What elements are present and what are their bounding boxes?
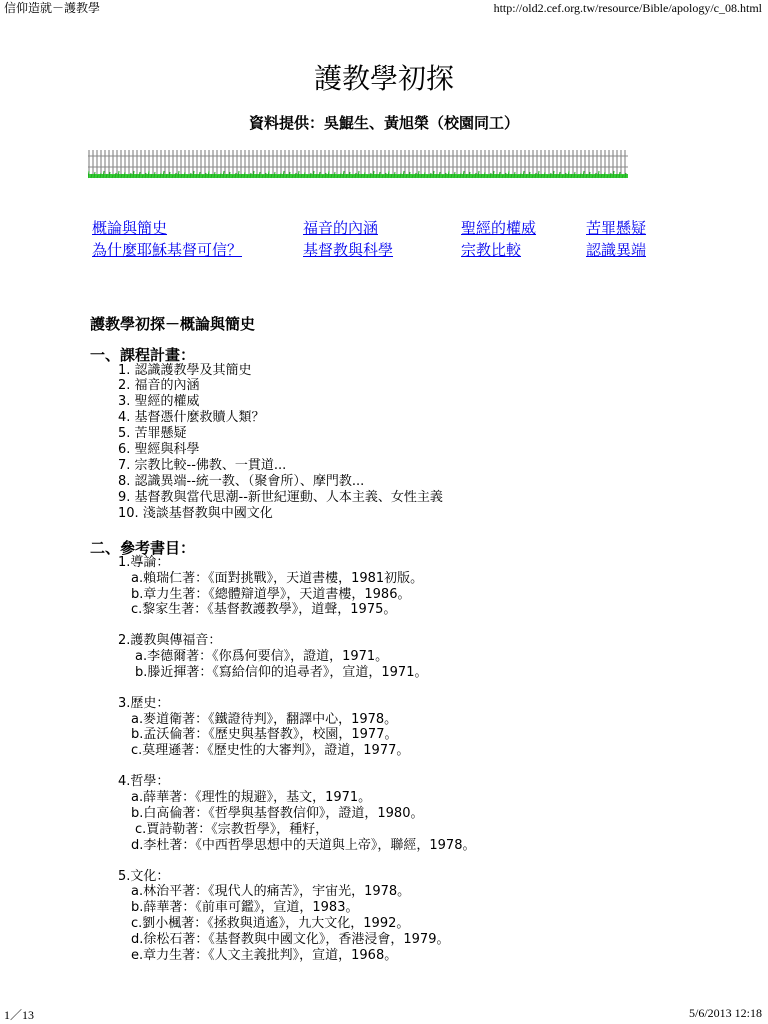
ref-item: d.李杜著：《中西哲學思想中的天道與上帝》，聯經，1978。 (131, 838, 476, 853)
ref-group-title: 1.導論： (118, 555, 170, 570)
nav-link-religion-compare[interactable]: 宗教比較 (461, 241, 522, 259)
ref-item: a.麥道衛著：《鐵證待判》，翻譯中心，1978。 (131, 712, 398, 727)
print-header-url: http://old2.cef.org.tw/resource/Bible/apology/c_08.html (493, 1, 762, 15)
ref-item: b.白高倫著：《哲學與基督教信仰》，證道，1980。 (131, 806, 424, 821)
print-footer-datetime: 5/6/2013 12:18 (688, 1006, 762, 1020)
ref-item: c.莫理遜著：《歷史性的大審判》，證道，1977。 (131, 743, 410, 758)
nav-link-science[interactable]: 基督教與科學 (303, 241, 394, 259)
ref-item: b.滕近揮著：《寫給信仰的追尋者》，宣道，1971。 (135, 665, 428, 680)
ref-group-title: 4.哲學： (118, 774, 170, 789)
course-item: 9. 基督教與當代思潮--新世紀運動、人本主義、女性主義 (118, 490, 443, 505)
course-item: 7. 宗教比較--佛教、一貫道... (118, 458, 287, 473)
print-header-title: 信仰造就－護教學 (4, 1, 101, 15)
course-item: 8. 認識異端--統一教、（聚會所）、摩門教... (118, 474, 365, 489)
ref-item: a.李德爾著：《你爲何要信》，證道，1971。 (135, 649, 389, 664)
print-footer-page: 1／13 (4, 1008, 35, 1022)
nav-link-gospel[interactable]: 福音的內涵 (303, 219, 379, 237)
section-title: 護教學初探－概論與簡史 (90, 315, 256, 333)
nav-link-suffering[interactable]: 苦罪懸疑 (586, 219, 647, 237)
fence-banner-image (88, 147, 628, 179)
course-item: 2. 福音的內涵 (118, 378, 200, 393)
course-item: 4. 基督憑什麼救贖人類？ (118, 410, 265, 425)
course-item: 5. 苦罪懸疑 (118, 426, 187, 441)
ref-item: b.孟沃倫著：《歷史與基督教》，校園，1977。 (131, 727, 398, 742)
course-item: 6. 聖經與科學 (118, 442, 200, 457)
ref-item: c.賈詩勒著：《宗教哲學》，種籽， (135, 822, 329, 837)
course-item: 1. 認識護教學及其簡史 (118, 363, 252, 378)
page-title: 護教學初探 (313, 62, 454, 95)
ref-group-title: 3.歷史： (118, 696, 170, 711)
ref-item: a.林治平著：《現代人的痛苦》，宇宙光，1978。 (131, 884, 411, 899)
ref-item: c.黎家生著：《基督教護教學》，道聲，1975。 (131, 602, 397, 617)
nav-link-bible-authority[interactable]: 聖經的權威 (461, 219, 537, 237)
credit-line: 資料提供：吳鯤生、黃旭榮（校園同工） (248, 114, 519, 132)
course-item: 10. 淺談基督教與中國文化 (118, 506, 273, 521)
ref-item: b.薛華著：《前車可鑑》，宣道，1983。 (131, 900, 359, 915)
references-heading: 二、參考書目： (90, 539, 196, 557)
nav-link-overview[interactable]: 概論與簡史 (92, 219, 168, 237)
ref-item: d.徐松石著：《基督教與中國文化》，香港浸會，1979。 (131, 932, 450, 947)
ref-item: b.章力生著：《總體辯道學》，天道書樓，1986。 (131, 587, 411, 602)
ref-group-title: 2.護教與傳福音： (118, 633, 222, 648)
course-heading: 一、課程計畫： (90, 346, 196, 364)
course-item: 3. 聖經的權威 (118, 394, 200, 409)
ref-item: e.章力生著：《人文主義批判》，宣道，1968。 (131, 948, 398, 963)
ref-item: a.薛華著：《理性的規避》，基文，1971。 (131, 790, 372, 805)
ref-group-title: 5.文化： (118, 869, 170, 884)
ref-item: a.賴瑞仁著：《面對挑戰》，天道書樓，1981初版。 (131, 571, 424, 586)
ref-item: c.劉小楓著：《拯救與逍遙》，九大文化，1992。 (131, 916, 410, 931)
nav-link-heresy[interactable]: 認識異端 (586, 241, 647, 259)
nav-link-why-jesus[interactable]: 為什麼耶穌基督可信？ (92, 241, 243, 259)
